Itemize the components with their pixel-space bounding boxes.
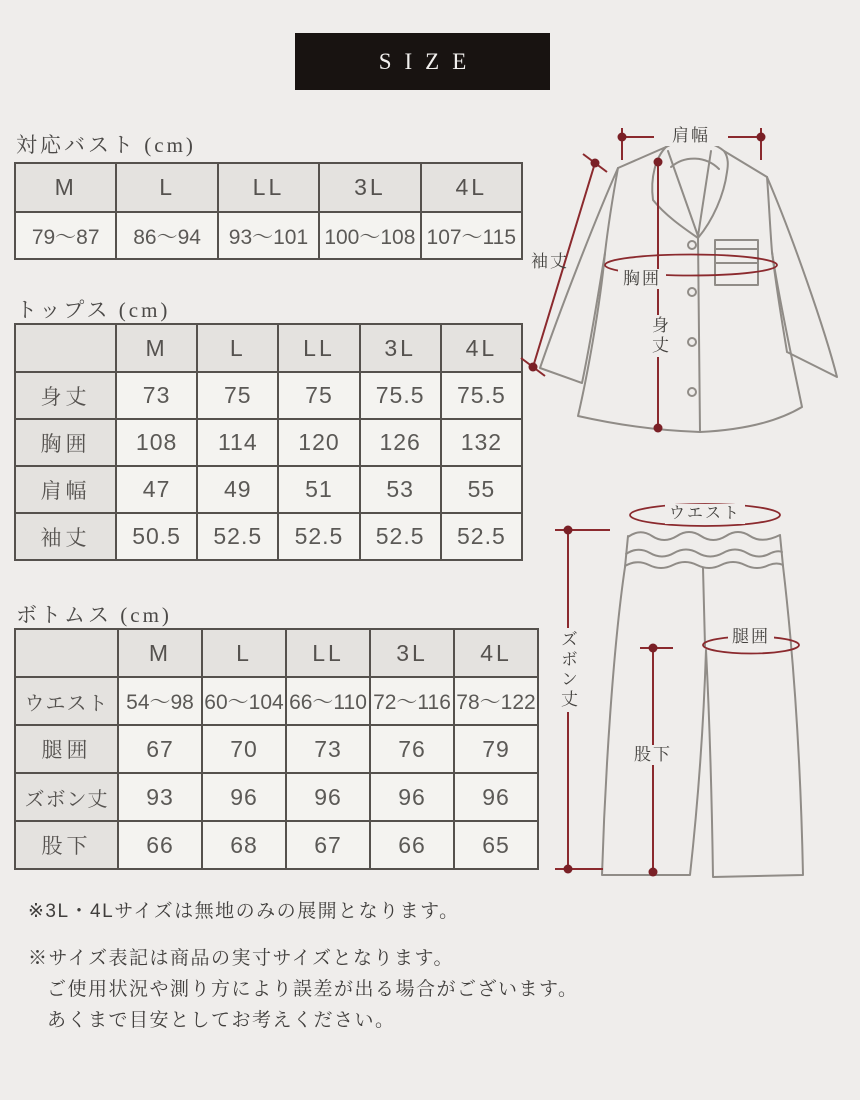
col-header: 4L (454, 629, 538, 677)
size-value: 50.5 (116, 513, 197, 560)
shirt-body-path (578, 168, 802, 432)
size-value: 126 (360, 419, 441, 466)
chest-label: 胸囲 (618, 269, 666, 289)
size-value: 53 (360, 466, 441, 513)
bottoms-section-title: ボトムス (cm) (16, 603, 172, 627)
size-value: 72〜116 (370, 677, 454, 725)
size-value: 75 (278, 372, 359, 419)
table-row (15, 372, 522, 419)
size-value: 79 (454, 725, 538, 773)
shirt-shoulder-seams (618, 147, 767, 177)
size-value: 114 (197, 419, 278, 466)
size-value: 52.5 (441, 513, 522, 560)
col-header: LL (286, 629, 370, 677)
size-value: 66 (118, 821, 202, 869)
size-value: 132 (441, 419, 522, 466)
size-value: 65 (454, 821, 538, 869)
corner-cell (15, 324, 116, 372)
col-header: LL (278, 324, 359, 372)
shoulder-width-label: 肩幅 (654, 126, 728, 146)
table-row (15, 821, 538, 869)
col-header: 3L (319, 163, 420, 212)
row-header: ウエスト (15, 677, 118, 725)
table-row (15, 163, 522, 212)
note-line: あくまで目安としてお考えください。 (47, 1010, 396, 1031)
note-line: ご使用状況や測り方により誤差が出る場合がございます。 (47, 979, 579, 1000)
table-row (15, 677, 538, 725)
col-header: L (202, 629, 286, 677)
table-row (15, 419, 522, 466)
col-header: L (116, 163, 217, 212)
size-value: 76 (370, 725, 454, 773)
size-value: 78〜122 (454, 677, 538, 725)
table-row (15, 629, 538, 677)
table-row (15, 324, 522, 372)
size-value: 96 (286, 773, 370, 821)
sleeve-length-label: 袖丈 (531, 252, 569, 271)
size-value: 75 (197, 372, 278, 419)
size-value: 68 (202, 821, 286, 869)
size-value: 93 (118, 773, 202, 821)
shirt-left-sleeve-path (540, 168, 618, 383)
tops-size-table (14, 323, 523, 561)
size-value: 73 (286, 725, 370, 773)
size-value: 96 (202, 773, 286, 821)
pajama-pants-illustration (540, 478, 860, 893)
row-header: ズボン丈 (15, 773, 118, 821)
body-length-label: 身丈 (646, 315, 670, 357)
size-banner-label: SIZE (378, 48, 480, 74)
col-header: M (118, 629, 202, 677)
size-value: 120 (278, 419, 359, 466)
pants-length-label: ズボン丈 (558, 630, 577, 710)
pants-waistband-waves (625, 532, 783, 568)
size-value: 70 (202, 725, 286, 773)
table-row (15, 773, 538, 821)
pajama-pants-drawing (540, 478, 860, 893)
col-header: 3L (370, 629, 454, 677)
size-value: 79〜87 (15, 212, 116, 259)
row-header: 股下 (15, 821, 118, 869)
shirt-collar-path (652, 141, 728, 238)
size-value: 66〜110 (286, 677, 370, 725)
size-value: 96 (370, 773, 454, 821)
col-header: L (197, 324, 278, 372)
col-header: 4L (421, 163, 522, 212)
size-value: 52.5 (360, 513, 441, 560)
col-header: M (116, 324, 197, 372)
size-value: 67 (118, 725, 202, 773)
size-value: 75.5 (360, 372, 441, 419)
bust-section-title: 対応バスト (cm) (16, 133, 196, 157)
bottoms-size-table (14, 628, 539, 870)
pajama-top-illustration (520, 95, 860, 485)
size-value: 100〜108 (319, 212, 420, 259)
size-banner (295, 33, 550, 90)
size-value: 60〜104 (202, 677, 286, 725)
table-row (15, 466, 522, 513)
size-value: 73 (116, 372, 197, 419)
size-value: 49 (197, 466, 278, 513)
col-header: 4L (441, 324, 522, 372)
inseam-label: 股下 (634, 745, 672, 764)
row-header: 身丈 (15, 372, 116, 419)
size-value: 86〜94 (116, 212, 217, 259)
row-header: 袖丈 (15, 513, 116, 560)
size-value: 67 (286, 821, 370, 869)
bust-size-table (14, 162, 523, 260)
tops-section-title: トップス (cm) (16, 298, 171, 322)
note-measurement-disclaimer (28, 943, 578, 1036)
size-value: 52.5 (278, 513, 359, 560)
col-header: LL (218, 163, 319, 212)
row-header: 胸囲 (15, 419, 116, 466)
note-line: ※サイズ表記は商品の実寸サイズとなります。 (28, 948, 454, 969)
note-plain-sizes: ※3L・4Lサイズは無地のみの展開となります。 (28, 901, 460, 922)
size-value: 55 (441, 466, 522, 513)
size-value: 75.5 (441, 372, 522, 419)
size-value: 47 (116, 466, 197, 513)
pajama-top-drawing (520, 95, 860, 485)
table-row (15, 725, 538, 773)
size-value: 96 (454, 773, 538, 821)
shirt-buttons (688, 241, 696, 396)
table-row (15, 513, 522, 560)
row-header: 肩幅 (15, 466, 116, 513)
row-header: 腿囲 (15, 725, 118, 773)
thigh-label: 腿囲 (728, 627, 774, 647)
table-row (15, 212, 522, 259)
corner-cell (15, 629, 118, 677)
col-header: 3L (360, 324, 441, 372)
size-value: 66 (370, 821, 454, 869)
pants-legs-path (602, 566, 803, 877)
size-value: 107〜115 (421, 212, 522, 259)
size-value: 108 (116, 419, 197, 466)
size-value: 52.5 (197, 513, 278, 560)
size-value: 93〜101 (218, 212, 319, 259)
waist-label: ウエスト (665, 504, 745, 524)
size-value: 54〜98 (118, 677, 202, 725)
size-value: 51 (278, 466, 359, 513)
col-header: M (15, 163, 116, 212)
shirt-placket-line (698, 238, 700, 432)
shirt-right-sleeve-path (767, 177, 837, 377)
